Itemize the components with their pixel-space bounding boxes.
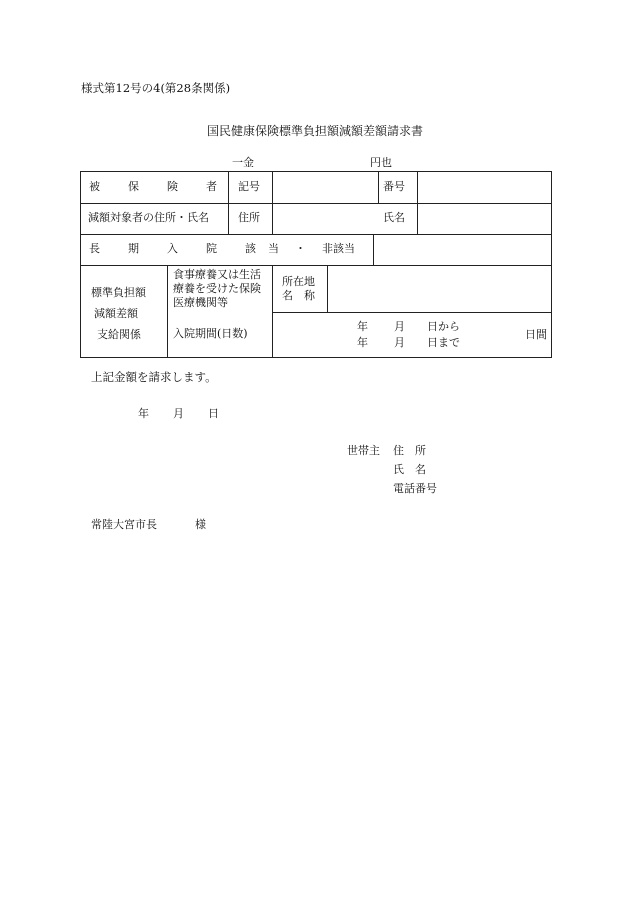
address-label: 住所 <box>238 211 260 224</box>
name-field[interactable] <box>419 205 549 232</box>
form-reference: 様式第12号の4(第28条関係) <box>81 81 231 95</box>
request-statement: 上記金額を請求します。 <box>91 370 217 384</box>
amount-field[interactable] <box>258 152 366 166</box>
period-to[interactable]: 年 月 日まで <box>357 336 460 349</box>
number-field[interactable] <box>419 174 549 201</box>
applicability-choice[interactable]: 該 当 ・ 非該当 <box>245 242 355 255</box>
amount-suffix: 円也 <box>370 156 392 169</box>
long-term-hospitalization-label: 長 期 入 院 <box>89 242 217 255</box>
symbol-field[interactable] <box>274 174 376 201</box>
hospitalization-period-label: 入院期間(日数) <box>173 327 248 340</box>
period-from[interactable]: 年 月 日から <box>357 320 460 333</box>
addressee: 常陸大宮市長 様 <box>91 518 206 531</box>
facility-label: 食事療養又は生活 療養を受けた保険 医療機関等 <box>173 268 261 309</box>
insured-person-label: 被 保 険 者 <box>89 180 217 193</box>
name-label: 氏名 <box>383 211 405 224</box>
amount-prefix: 一金 <box>232 156 254 169</box>
applicant-name-label: 氏 名 <box>393 463 426 476</box>
number-label: 番号 <box>383 180 405 193</box>
claim-table <box>80 171 552 358</box>
location-name-label: 所在地 名 称 <box>282 275 315 302</box>
days-label: 日間 <box>525 328 547 341</box>
date-line[interactable]: 年 月 日 <box>138 407 219 420</box>
head-of-household-label: 世帯主 <box>347 444 380 457</box>
symbol-label: 記号 <box>238 180 260 193</box>
applicant-address-label: 住 所 <box>393 444 426 457</box>
page-title: 国民健康保険標準負担額減額差額請求書 <box>206 124 423 138</box>
applicant-phone-label: 電話番号 <box>393 482 437 495</box>
section-label: 標準負担額 減額差額 支給関係 <box>91 286 146 341</box>
facility-field[interactable] <box>331 268 547 308</box>
address-field[interactable] <box>274 205 376 232</box>
recipient-address-name-label: 減額対象者の住所・氏名 <box>88 211 209 224</box>
